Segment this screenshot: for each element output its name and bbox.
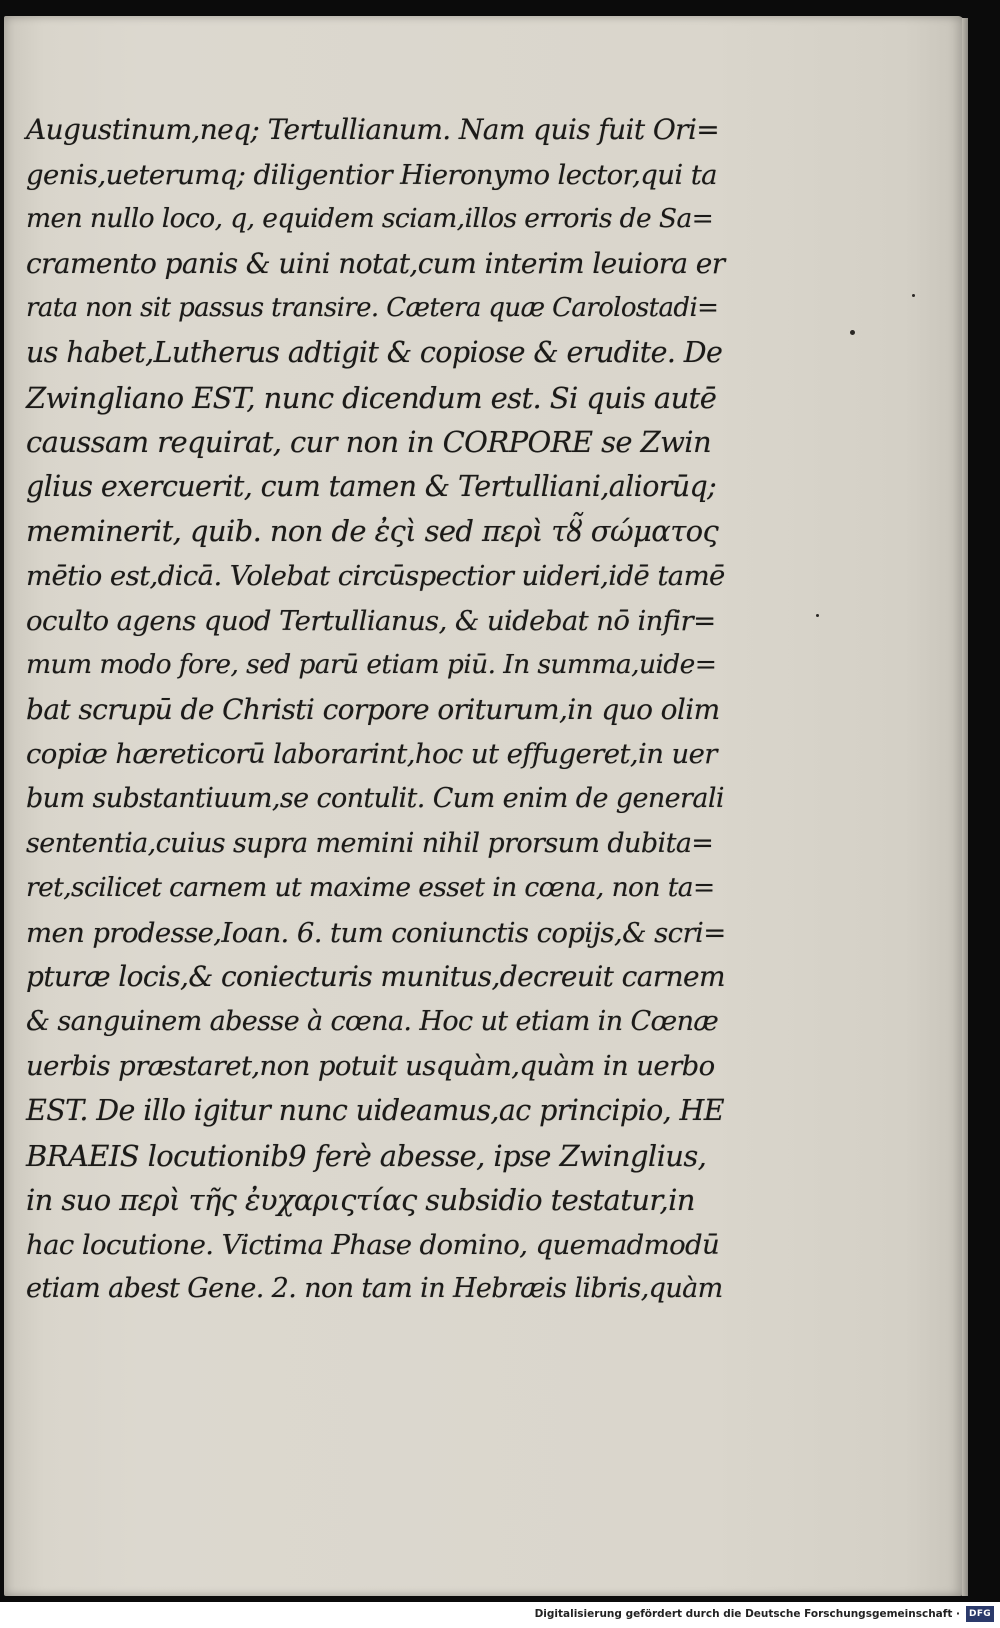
dfg-logo-icon: DFG <box>966 1606 994 1622</box>
funding-credit: Digitalisierung gefördert durch die Deutsche Forschungsgemeinschaft · <box>534 1608 960 1620</box>
text-line: hac locutione. Victima Phase domino, quemadmodū <box>26 1228 720 1261</box>
text-line: ret,scilicet carnem ut maxime esset in cœna, non ta= <box>26 872 715 904</box>
ink-speck <box>912 294 915 297</box>
text-line: in suo περὶ τῆς ἐυχαριςτίας subsidio testatur,in <box>26 1183 695 1218</box>
text-line: men prodesse,Ioan. 6. tum coniunctis copijs,& scri= <box>26 916 726 949</box>
text-line: Augustinum,neq; Tertullianum. Nam quis fuit Ori= <box>26 113 720 146</box>
text-line: cramento panis & uini notat,cum interim leuiora er <box>26 246 725 280</box>
digitization-footer <box>0 1602 1000 1628</box>
text-line: rata non sit passus transire. Cætera quæ Carolostadi= <box>26 293 719 324</box>
ink-speck <box>816 614 819 617</box>
text-line: meminerit, quib. non de ἐςὶ sed περὶ τȣ̃ σώματος <box>26 514 719 549</box>
text-line: copiæ hæreticorū laborarint,hoc ut effugeret,in uer <box>26 738 717 771</box>
text-line: mum modo fore, sed parū etiam piū. In summa,uide= <box>26 649 717 681</box>
text-line: genis,ueterumq; diligentior Hieronymo lector,qui ta <box>26 158 717 191</box>
page-text <box>26 108 726 1312</box>
ink-speck <box>850 330 855 335</box>
text-line: BRAEIS locutionib9 ferè abesse, ipse Zwinglius, <box>26 1138 707 1173</box>
text-line: men nullo loco, q, equidem sciam,illos erroris de Sa= <box>26 203 714 235</box>
page-edge-shadow <box>962 18 968 1596</box>
text-line: bat scrupū de Christi corpore oriturum,in quo olim <box>26 692 720 726</box>
text-line: us habet,Lutherus adtigit & copiose & erudite. De <box>26 335 723 369</box>
text-line: sententia,cuius supra memini nihil prorsum dubita= <box>26 827 714 859</box>
text-line: etiam abest Gene. 2. non tam in Hebræis libris,quàm <box>26 1273 723 1305</box>
text-line: Zwingliano EST, nunc dicendum est. Si quis autē <box>26 380 717 415</box>
text-line: caussam requirat, cur non in CORPORE se Zwin <box>26 425 712 460</box>
text-line: EST. De illo igitur nunc uideamus,ac principio, HE <box>26 1094 725 1128</box>
text-line: pturæ locis,& coniecturis munitus,decreuit carnem <box>26 960 725 994</box>
book-page <box>4 16 964 1596</box>
text-line: glius exercuerit, cum tamen & Tertulliani,aliorūq; <box>26 469 717 503</box>
text-line: uerbis præstaret,non potuit usquàm,quàm in uerbo <box>26 1050 715 1083</box>
text-line: mētio est,dicā. Volebat circūspectior uideri,idē tamē <box>26 559 725 592</box>
text-line: & sanguinem abesse à cœna. Hoc ut etiam in Cœnæ <box>26 1005 719 1037</box>
text-line: bum substantiuum,se contulit. Cum enim de generali <box>26 782 724 814</box>
text-line: oculto agens quod Tertullianus, & uidebat nō infir= <box>26 604 716 637</box>
